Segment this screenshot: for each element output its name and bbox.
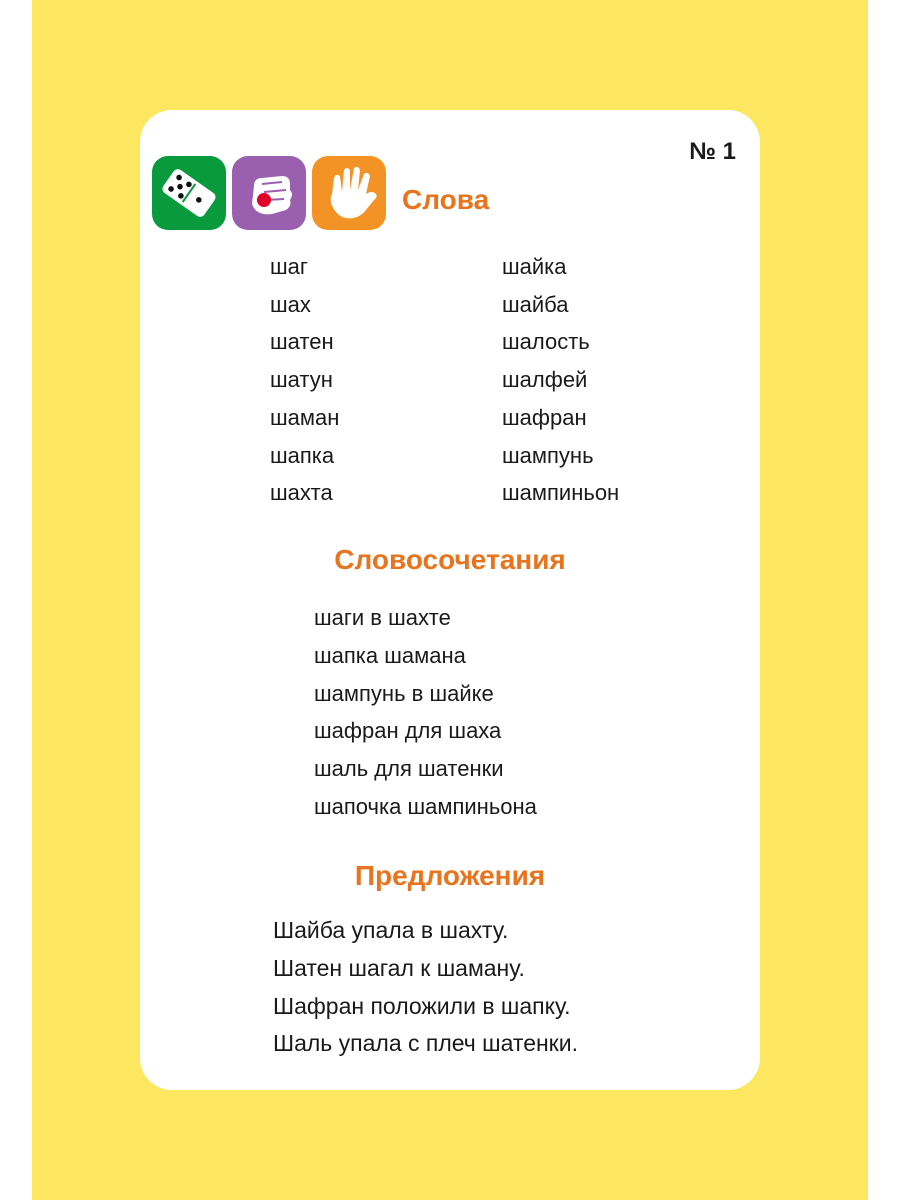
- list-item: шаги в шахте: [314, 605, 451, 630]
- activity-icons: [152, 156, 386, 230]
- words-right-column: [502, 248, 619, 512]
- sentences-list: [273, 912, 578, 1063]
- list-item: шампунь: [502, 442, 594, 468]
- list-item: шапочка шампиньона: [314, 793, 537, 819]
- list-item: Шайба упала в шахту.: [273, 917, 509, 943]
- list-item: шах: [270, 291, 311, 317]
- list-item: шаг: [270, 254, 308, 279]
- list-item: Шатен шагал к шаману.: [273, 954, 525, 981]
- list-item: шайба: [502, 291, 569, 317]
- list-item: шампунь в шайке: [314, 680, 494, 706]
- list-item: шапка шамана: [314, 642, 466, 668]
- card-number: № 1: [689, 138, 736, 165]
- list-item: шафран для шаха: [314, 718, 502, 744]
- list-item: шаль для шатенки: [314, 756, 504, 782]
- list-item: шатун: [270, 367, 333, 393]
- list-item: шапка: [270, 442, 335, 468]
- list-item: шайка: [502, 254, 567, 279]
- list-item: шатен: [270, 329, 334, 355]
- list-item: шампиньон: [502, 480, 620, 506]
- list-item: шафран: [502, 404, 587, 430]
- open-hand-icon: [312, 156, 386, 230]
- list-item: Шафран положили в шапку.: [273, 992, 571, 1019]
- domino-icon: [152, 156, 226, 230]
- phrases-list: [314, 599, 537, 826]
- list-item: шалфей: [502, 367, 588, 393]
- phrases-title: Словосочетания: [334, 544, 566, 575]
- list-item: шахта: [270, 480, 333, 506]
- list-item: Шаль упала с плеч шатенки.: [273, 1030, 578, 1057]
- words-left-column: [270, 248, 339, 512]
- list-item: шаман: [270, 404, 340, 430]
- fist-icon: [232, 156, 306, 230]
- list-item: шалость: [502, 329, 590, 355]
- sentences-title: Предложения: [354, 860, 546, 891]
- words-title: Слова: [402, 184, 490, 215]
- exercise-card: [140, 110, 760, 1090]
